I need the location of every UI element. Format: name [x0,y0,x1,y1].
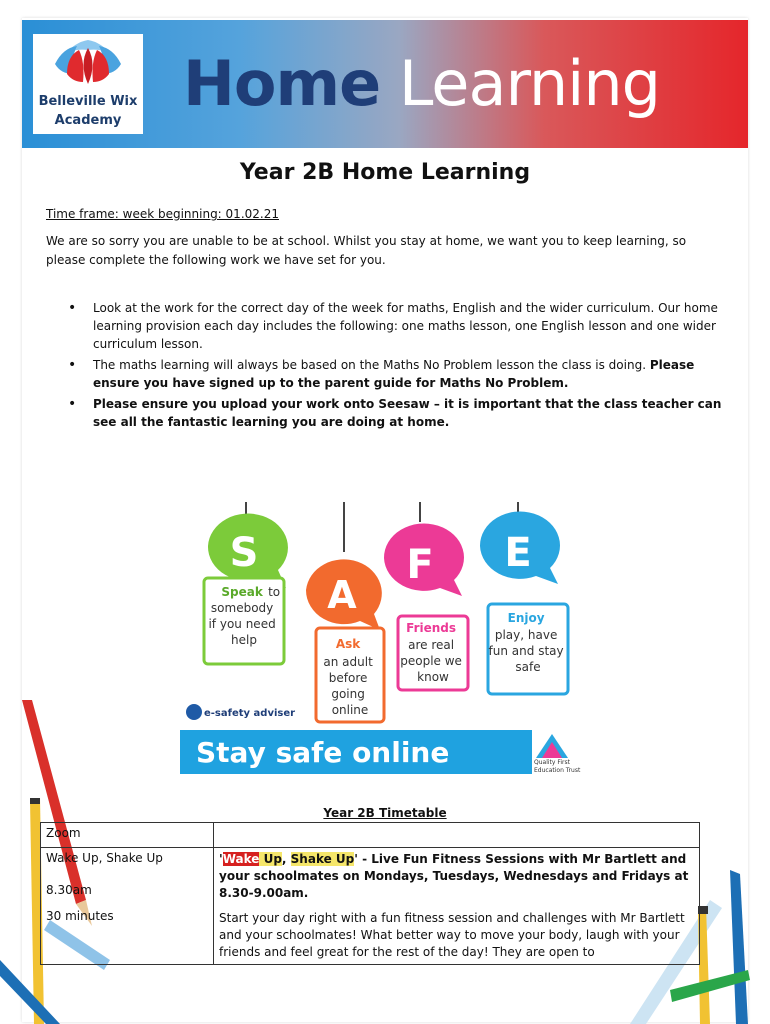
timeframe-text: Time frame: week beginning: 01.02.21 [46,207,279,221]
description-heading: 'Wake Up, Shake Up' - Live Fun Fitness Sessions with Mr Bartlett and your schoolmates on Mondays, Tuesdays, Wednesdays and Fridays at 8.30-9.00am. [219,852,689,900]
banner-title [183,44,660,124]
timetable-title: Year 2B Timetable [323,806,447,820]
list-item [62,395,722,431]
ask-text: Ask an adult before going online [323,637,373,717]
description-paragraph: Start your day right with a fun fitness session and challenges with Mr Bartlett and your schoolmates! What better way to move your body, laugh with your friends and feel great for the rest of the day! They are open to [219,911,685,959]
bullet-text-1: Look at the work for the correct day of the week for maths, English and the wider curriculum. Our home learning provision each day includes the following: one maths lesson, one English lesson and one wider curriculum lesson. [93,301,718,351]
trust-line1: Quality First [534,759,570,766]
timetable [40,822,700,965]
empty-cell [214,823,700,848]
lotus-logo-icon [33,34,143,98]
session-description [214,848,700,965]
session-length: 30 minutes [46,909,114,923]
session-cell [41,848,214,965]
letter-e: E [504,530,532,576]
speak-text: Speak to somebody if you need help [208,585,281,647]
instructions-list [62,299,722,434]
trust-line2: Education Trust [534,767,581,774]
letter-f: F [406,542,434,588]
bullet-text-2-bold: Please ensure you have signed up to the parent guide for Maths No Problem. [93,358,695,390]
table-row [41,823,700,848]
esafety-brand: e-safety adviser [204,708,296,719]
logo-line2: Academy [54,113,122,128]
slogan-text: Stay safe online [196,736,450,769]
esafety-logo-icon [186,704,202,720]
list-item [62,356,722,392]
page-title: Year 2B Home Learning [239,160,531,185]
safe-poster [180,502,593,778]
letter-a: A [327,573,357,617]
banner-word-home: Home [183,47,381,120]
enjoy-text: Enjoy play, have fun and stay safe [488,611,564,674]
session-name: Wake Up, Shake Up [46,851,163,865]
intro-paragraph: We are so sorry you are unable to be at school. Whilst you stay at home, we want you to keep learning, so please complete the following work we have set for you. [46,234,687,267]
banner-word-learning: Learning [398,47,661,120]
school-logo [33,34,143,134]
bullet-text-2: The maths learning will always be based on the Maths No Problem lesson the class is doing. [93,358,650,372]
list-item [62,299,722,353]
logo-line1: Belleville Wix [38,94,138,109]
table-row [41,848,700,965]
bullet-text-3: Please ensure you upload your work onto Seesaw – it is important that the class teacher can see all the fantastic learning you are doing at home. [93,397,722,429]
zoom-cell [41,823,214,848]
letter-s: S [229,530,259,576]
zoom-label: Zoom [46,826,81,840]
session-time: 8.30am [46,883,92,897]
friends-text: Friends are real people we know [400,621,462,684]
